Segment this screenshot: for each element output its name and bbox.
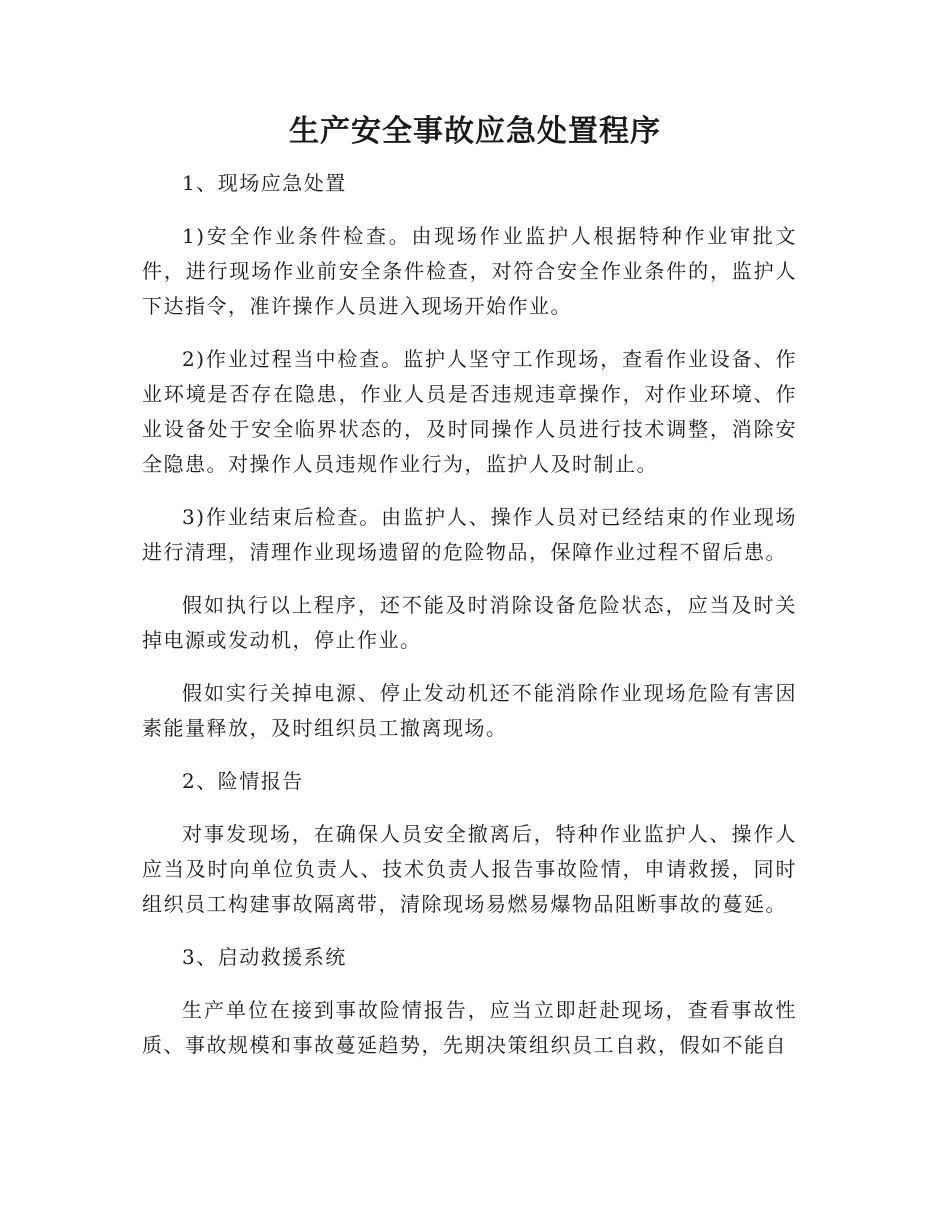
paragraph-evacuation: 假如实行关掉电源、停止发动机还不能消除作业现场危险有害因素能量释放，及时组织员工撤离现场。 <box>142 681 797 740</box>
paragraph-safety-condition-check: 1)安全作业条件检查。由现场作业监护人根据特种作业审批文件，进行现场作业前安全条件检查，对符合安全作业条件的，监护人下达指令，准许操作人员进入现场开始作业。 <box>142 224 797 318</box>
paragraph-post-work-check: 3)作业结束后检查。由监护人、操作人员对已经结束的作业现场进行清理，清理作业现场遗留的危险物品，保障作业过程不留后患。 <box>142 505 797 564</box>
section-heading-2: 2、险情报告 <box>182 769 304 793</box>
document-body <box>142 166 797 1081</box>
section-heading-1: 1、现场应急处置 <box>182 171 347 195</box>
paragraph-hazard-report: 对事发现场，在确保人员安全撤离后，特种作业监护人、操作人应当及时向单位负责人、技术负责人报告事故险情，申请救援，同时组织员工构建事故隔离带，清除现场易燃易爆物品阻断事故的蔓延。 <box>142 822 797 916</box>
paragraph-shutdown: 假如执行以上程序，还不能及时消除设备危险状态，应当及时关掉电源或发动机，停止作业。 <box>142 593 797 652</box>
section-heading-3: 3、启动救援系统 <box>182 945 347 969</box>
document-title: 生产安全事故应急处置程序 <box>289 114 661 149</box>
paragraph-process-check: 2)作业过程当中检查。监护人坚守工作现场，查看作业设备、作业环境是否存在隐患，作业人员是否违规违章操作，对作业环境、作业设备处于安全临界状态的，及时同操作人员进行技术调整，消除安全隐患。对操作人员违规作业行为，监护人及时制止。 <box>142 347 797 476</box>
paragraph-rescue-system: 生产单位在接到事故险情报告，应当立即赶赴现场，查看事故性质、事故规模和事故蔓延趋势，先期决策组织员工自救，假如不能自 <box>142 998 797 1057</box>
